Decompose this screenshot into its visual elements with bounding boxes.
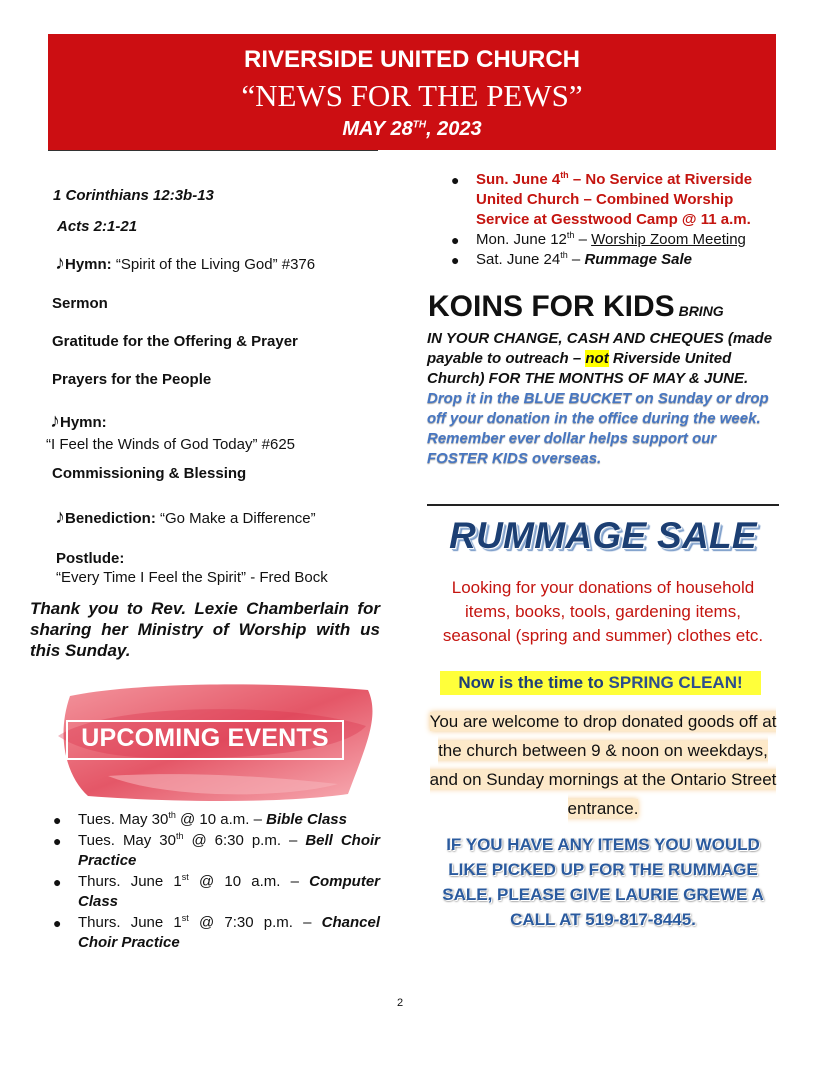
commissioning: Commissioning & Blessing (52, 465, 247, 482)
bullet-icon: ● (53, 874, 62, 890)
page-number: 2 (397, 997, 404, 1009)
bullet-icon: ● (53, 915, 62, 931)
church-name: RIVERSIDE UNITED CHURCH (243, 46, 581, 73)
music-note-icon: ♪ (55, 252, 65, 274)
prayers: Prayers for the People (52, 371, 212, 388)
list-item: ● Thurs. June 1st @ 7:30 p.m. – Chancel Choir Practice (53, 913, 380, 951)
sermon: Sermon (52, 295, 108, 312)
benediction: ♪Benediction: “Go Make a Difference” (55, 506, 316, 528)
newsletter-title: “NEWS FOR THE PEWS” (241, 78, 583, 113)
bullet-icon: ● (53, 812, 62, 828)
header-banner (48, 34, 776, 150)
bullet-icon: ● (451, 252, 460, 268)
postlude-title: “Every Time I Feel the Spirit” - Fred Bock (56, 569, 328, 586)
upcoming-events-heading: UPCOMING EVENTS (81, 724, 329, 752)
reading-1: 1 Corinthians 12:3b-13 (53, 187, 214, 204)
list-item: ● Sat. June 24th – Rummage Sale (451, 250, 692, 268)
reading-2: Acts 2:1-21 (57, 218, 138, 235)
hymn-2-title: “I Feel the Winds of God Today” #625 (46, 436, 296, 453)
right-divider (427, 504, 779, 506)
gratitude: Gratitude for the Offering & Prayer (52, 333, 298, 350)
rummage-pickup: IF YOU HAVE ANY ITEMS YOU WOULD LIKE PICKED UP FOR THE RUMMAGE SALE, PLEASE GIVE LAURIE GREWE A CALL AT 519-817-8445. (442, 835, 764, 929)
newsletter-date: MAY 28TH, 2023 (342, 118, 482, 140)
postlude-label: Postlude: (56, 550, 125, 567)
rummage-dropoff: You are welcome to drop donated goods off at the church between 9 & noon on weekdays, and on Sunday mornings at the Ontario Street entrance. (429, 712, 777, 818)
left-divider (48, 150, 378, 151)
hymn-1: ♪Hymn: “Spirit of the Living God” #376 (55, 252, 316, 274)
koins-heading: KOINS FOR KIDS BRING (428, 290, 724, 323)
june-events-list (451, 170, 778, 270)
rummage-looking: Looking for your donations of household items, books, tools, gardening items, seasonal (spring and summer) clothes etc. (442, 578, 764, 645)
bullet-icon: ● (53, 833, 62, 849)
list-item: ● Tues. May 30th @ 6:30 p.m. – Bell Choir Practice (53, 831, 380, 869)
thank-you-note: Thank you to Rev. Lexie Chamberlain for sharing her Ministry of Worship with us this Sunday. (30, 599, 380, 660)
list-item: ● Mon. June 12th – Worship Zoom Meeting (451, 230, 746, 248)
music-note-icon: ♪ (50, 410, 60, 432)
rummage-heading: RUMMAGE SALE (449, 515, 757, 556)
list-item: ● Thurs. June 1st @ 10 a.m. – Computer Class (53, 872, 381, 910)
list-item: ● Sun. June 4th – No Service at Riverside United Church – Combined Worship Service at Gesstwood Camp @ 11 a.m. (451, 170, 753, 228)
upcoming-events-list (53, 810, 381, 954)
hymn-2: ♪Hymn: (50, 410, 107, 432)
zoom-meeting-link[interactable]: Worship Zoom Meeting (591, 231, 746, 248)
bullet-icon: ● (451, 172, 460, 188)
music-note-icon: ♪ (55, 506, 65, 528)
upcoming-events-banner (48, 676, 378, 806)
koins-text: IN YOUR CHANGE, CASH AND CHEQUES (made payable to outreach – not Riverside United Church) FOR THE MONTHS OF MAY & JUNE. Drop it in the BLUE BUCKET on Sunday or drop off your donation in the office during the week. Remember ever dollar helps support our FOSTER KIDS overseas. (427, 330, 773, 467)
spring-clean-banner: Now is the time to SPRING CLEAN! (440, 671, 761, 695)
bullet-icon: ● (451, 232, 460, 248)
list-item: ● Tues. May 30th @ 10 a.m. – Bible Class (53, 810, 347, 828)
